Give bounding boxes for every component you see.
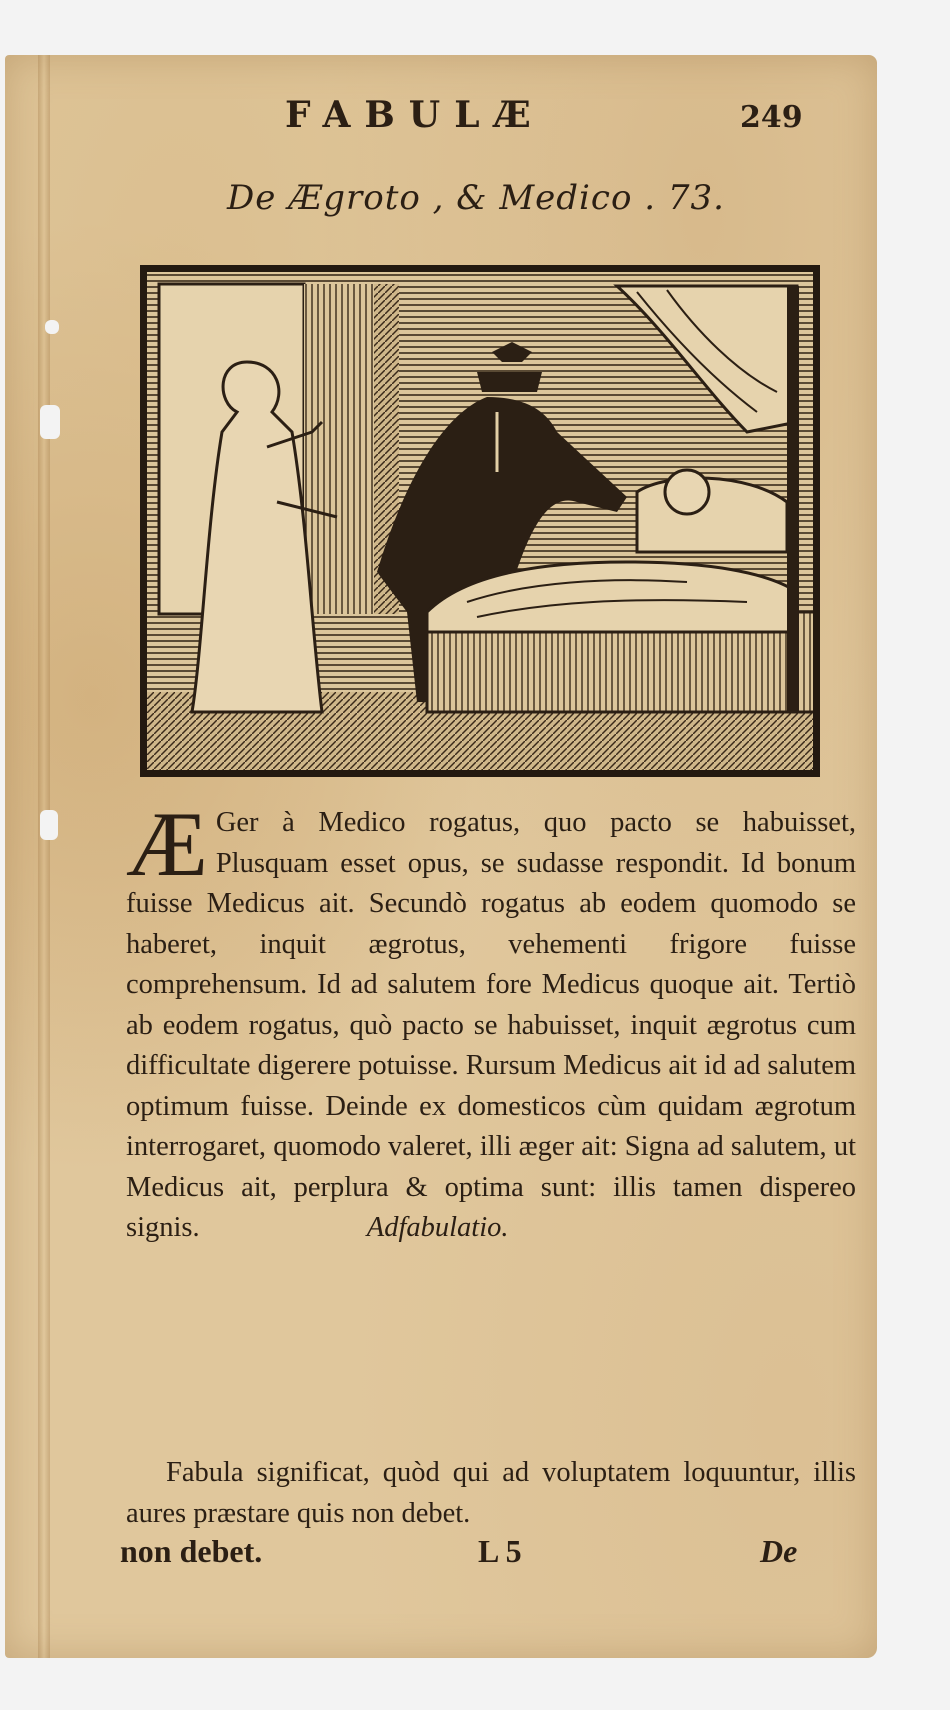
woodcut-drawing — [147, 272, 813, 770]
fable-title: De Ægroto , & Medico . 73. — [227, 178, 725, 218]
fable-moral: Fabula significat, quòd qui ad voluptatem loquuntur, illis aures præstare quis non debet. — [126, 1457, 856, 1529]
catchword-left: non debet. — [120, 1533, 263, 1569]
catchword-right: De — [760, 1533, 798, 1569]
woodcut-illustration — [140, 265, 820, 777]
fable-text: Ger à Medico rogatus, quo pacto se habuisset, Plusquam esset opus, se sudasse respondit. Id bonum fuisse Medicus ait. Secundò rogatus ab eodem quomodo se haberet, inquit ægrotus, vehementi frigore fuisse comprehensum. Id ad salutem fore Medicus quoque ait. Tertiò ab eodem rogatus, quò pacto se habuisset, inquit ægrotus cum difficultate digerere potuisse. Rursum Medicus ait id ad salutem optimum fuisse. Deinde ex domesticos cùm quidam ægrotum interrogaret, quomodo valeret, illi æger ait: Signa ad salutem, ut Medicus ait, perplura & optima sunt: illis tamen dispereo signis. — [126, 807, 857, 1243]
binding-hole — [40, 405, 60, 439]
signature-mark: L 5 — [478, 1533, 522, 1569]
binding-hole — [40, 810, 58, 840]
page-number: 249 — [740, 100, 803, 135]
adfabulatio-heading: Adfabulatio. — [366, 1212, 509, 1243]
binding-hole — [45, 320, 59, 334]
running-head: FABULÆ — [285, 94, 545, 136]
page-fold — [38, 55, 50, 1658]
fable-body — [126, 793, 857, 1249]
drop-cap: Æ — [126, 793, 208, 895]
